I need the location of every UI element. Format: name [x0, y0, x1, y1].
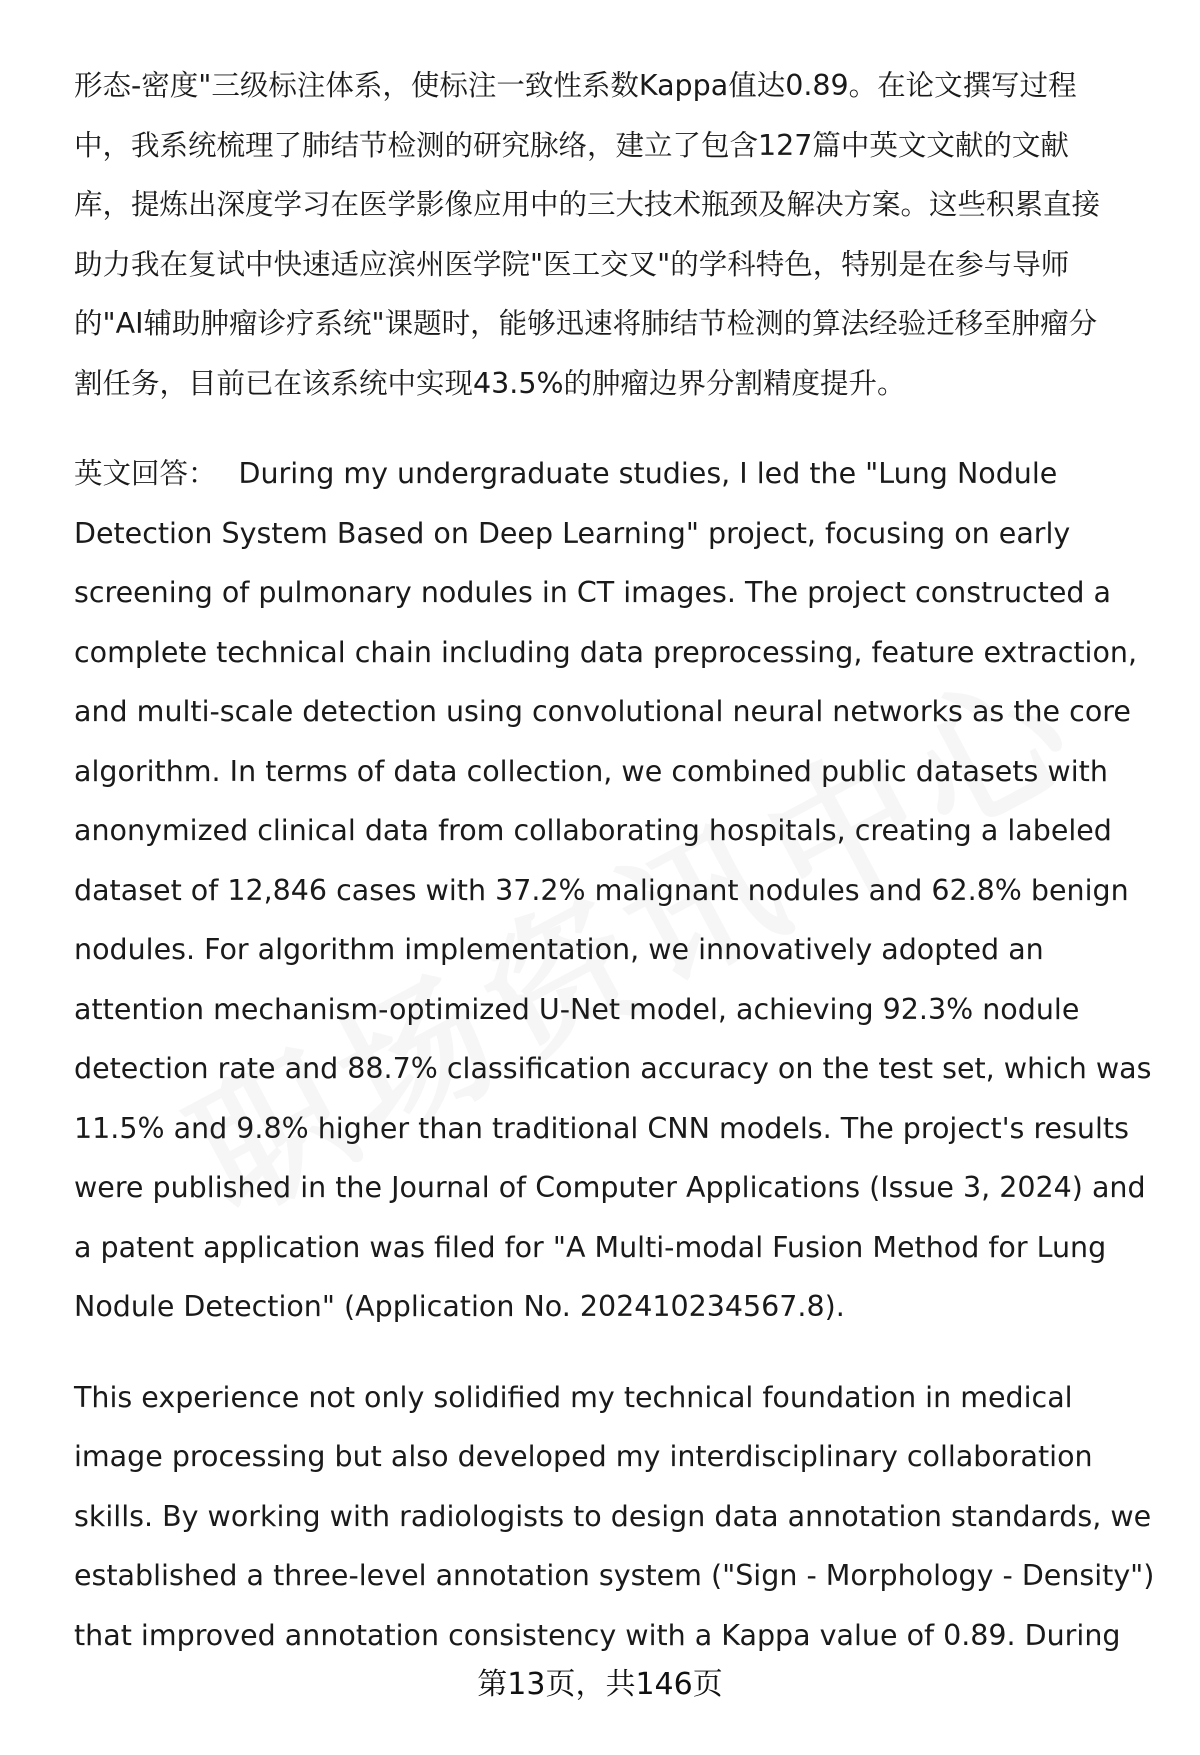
text-line: 形态-密度"三级标注体系，使标注一致性系数Kappa值达0.89。在论文撰写过程 [74, 69, 1077, 102]
text-line: screening of pulmonary nodules in CT images. The project constructed a [74, 576, 1112, 609]
text-line: algorithm. In terms of data collection, we combined public datasets with [74, 754, 1108, 788]
chinese-paragraph [74, 56, 1154, 413]
text-line: This experience not only solidified my technical foundation in medical [74, 1380, 1073, 1414]
text-line: were published in the Journal of Computer Applications (Issue 3, 2024) and [74, 1171, 1146, 1204]
paragraph-spacer [74, 1337, 1154, 1368]
text-line: 库，提炼出深度学习在医学影像应用中的三大技术瓶颈及解决方案。这些积累直接 [74, 188, 1101, 221]
text-line: and multi-scale detection using convolutional neural networks as the core [74, 695, 1131, 728]
text-line: 割任务，目前已在该系统中实现43.5%的肿瘤边界分割精度提升。 [74, 366, 906, 400]
text-line: 助力我在复试中快速适应滨州医学院"医工交叉"的学科特色，特别是在参与导师 [74, 247, 1070, 281]
page-footer [0, 1663, 1200, 1707]
text-line: anonymized clinical data from collaborating hospitals, creating a labeled [74, 814, 1112, 847]
text-line: 11.5% and 9.8% higher than traditional CNN models. The project's results [74, 1111, 1129, 1145]
text-line: that improved annotation consistency with a Kappa value of 0.89. During [74, 1618, 1121, 1652]
paragraph-spacer [74, 413, 1154, 444]
english-answer-paragraph [74, 444, 1154, 1337]
english-answer-first-line: During my undergraduate studies, I led the "Lung Nodule [238, 457, 1058, 490]
text-line [74, 444, 1154, 504]
text-line: established a three-level annotation system ("Sign - Morphology - Density") [74, 1559, 1155, 1592]
text-line: Nodule Detection" (Application No. 202410234567.8). [74, 1290, 845, 1323]
text-line: 的"AI辅助肿瘤诊疗系统"课题时，能够迅速将肺结节检测的算法经验迁移至肿瘤分 [74, 307, 1098, 340]
text-line: nodules. For algorithm implementation, we innovatively adopted an [74, 933, 1044, 966]
text-line: 中，我系统梳理了肺结节检测的研究脉络，建立了包含127篇中英文文献的文献 [74, 128, 1069, 162]
text-line: detection rate and 88.7% classification accuracy on the test set, which was [74, 1052, 1152, 1085]
text-line: dataset of 12,846 cases with 37.2% malignant nodules and 62.8% benign [74, 873, 1129, 907]
text-line: Detection System Based on Deep Learning" project, focusing on early [74, 516, 1071, 550]
text-line: skills. By working with radiologists to design data annotation standards, we [74, 1499, 1152, 1533]
document-body [74, 56, 1154, 1665]
text-line: a patent application was filed for "A Multi-modal Fusion Method for Lung [74, 1230, 1107, 1264]
text-line: attention mechanism-optimized U-Net model, achieving 92.3% nodule [74, 992, 1080, 1026]
english-answer-label: 英文回答： [74, 457, 217, 490]
english-paragraph-2 [74, 1368, 1154, 1666]
page-number-label: 第13页，共146页 [477, 1667, 723, 1702]
text-line: complete technical chain including data preprocessing, feature extraction, [74, 635, 1138, 669]
text-line: image processing but also developed my interdisciplinary collaboration [74, 1440, 1093, 1473]
